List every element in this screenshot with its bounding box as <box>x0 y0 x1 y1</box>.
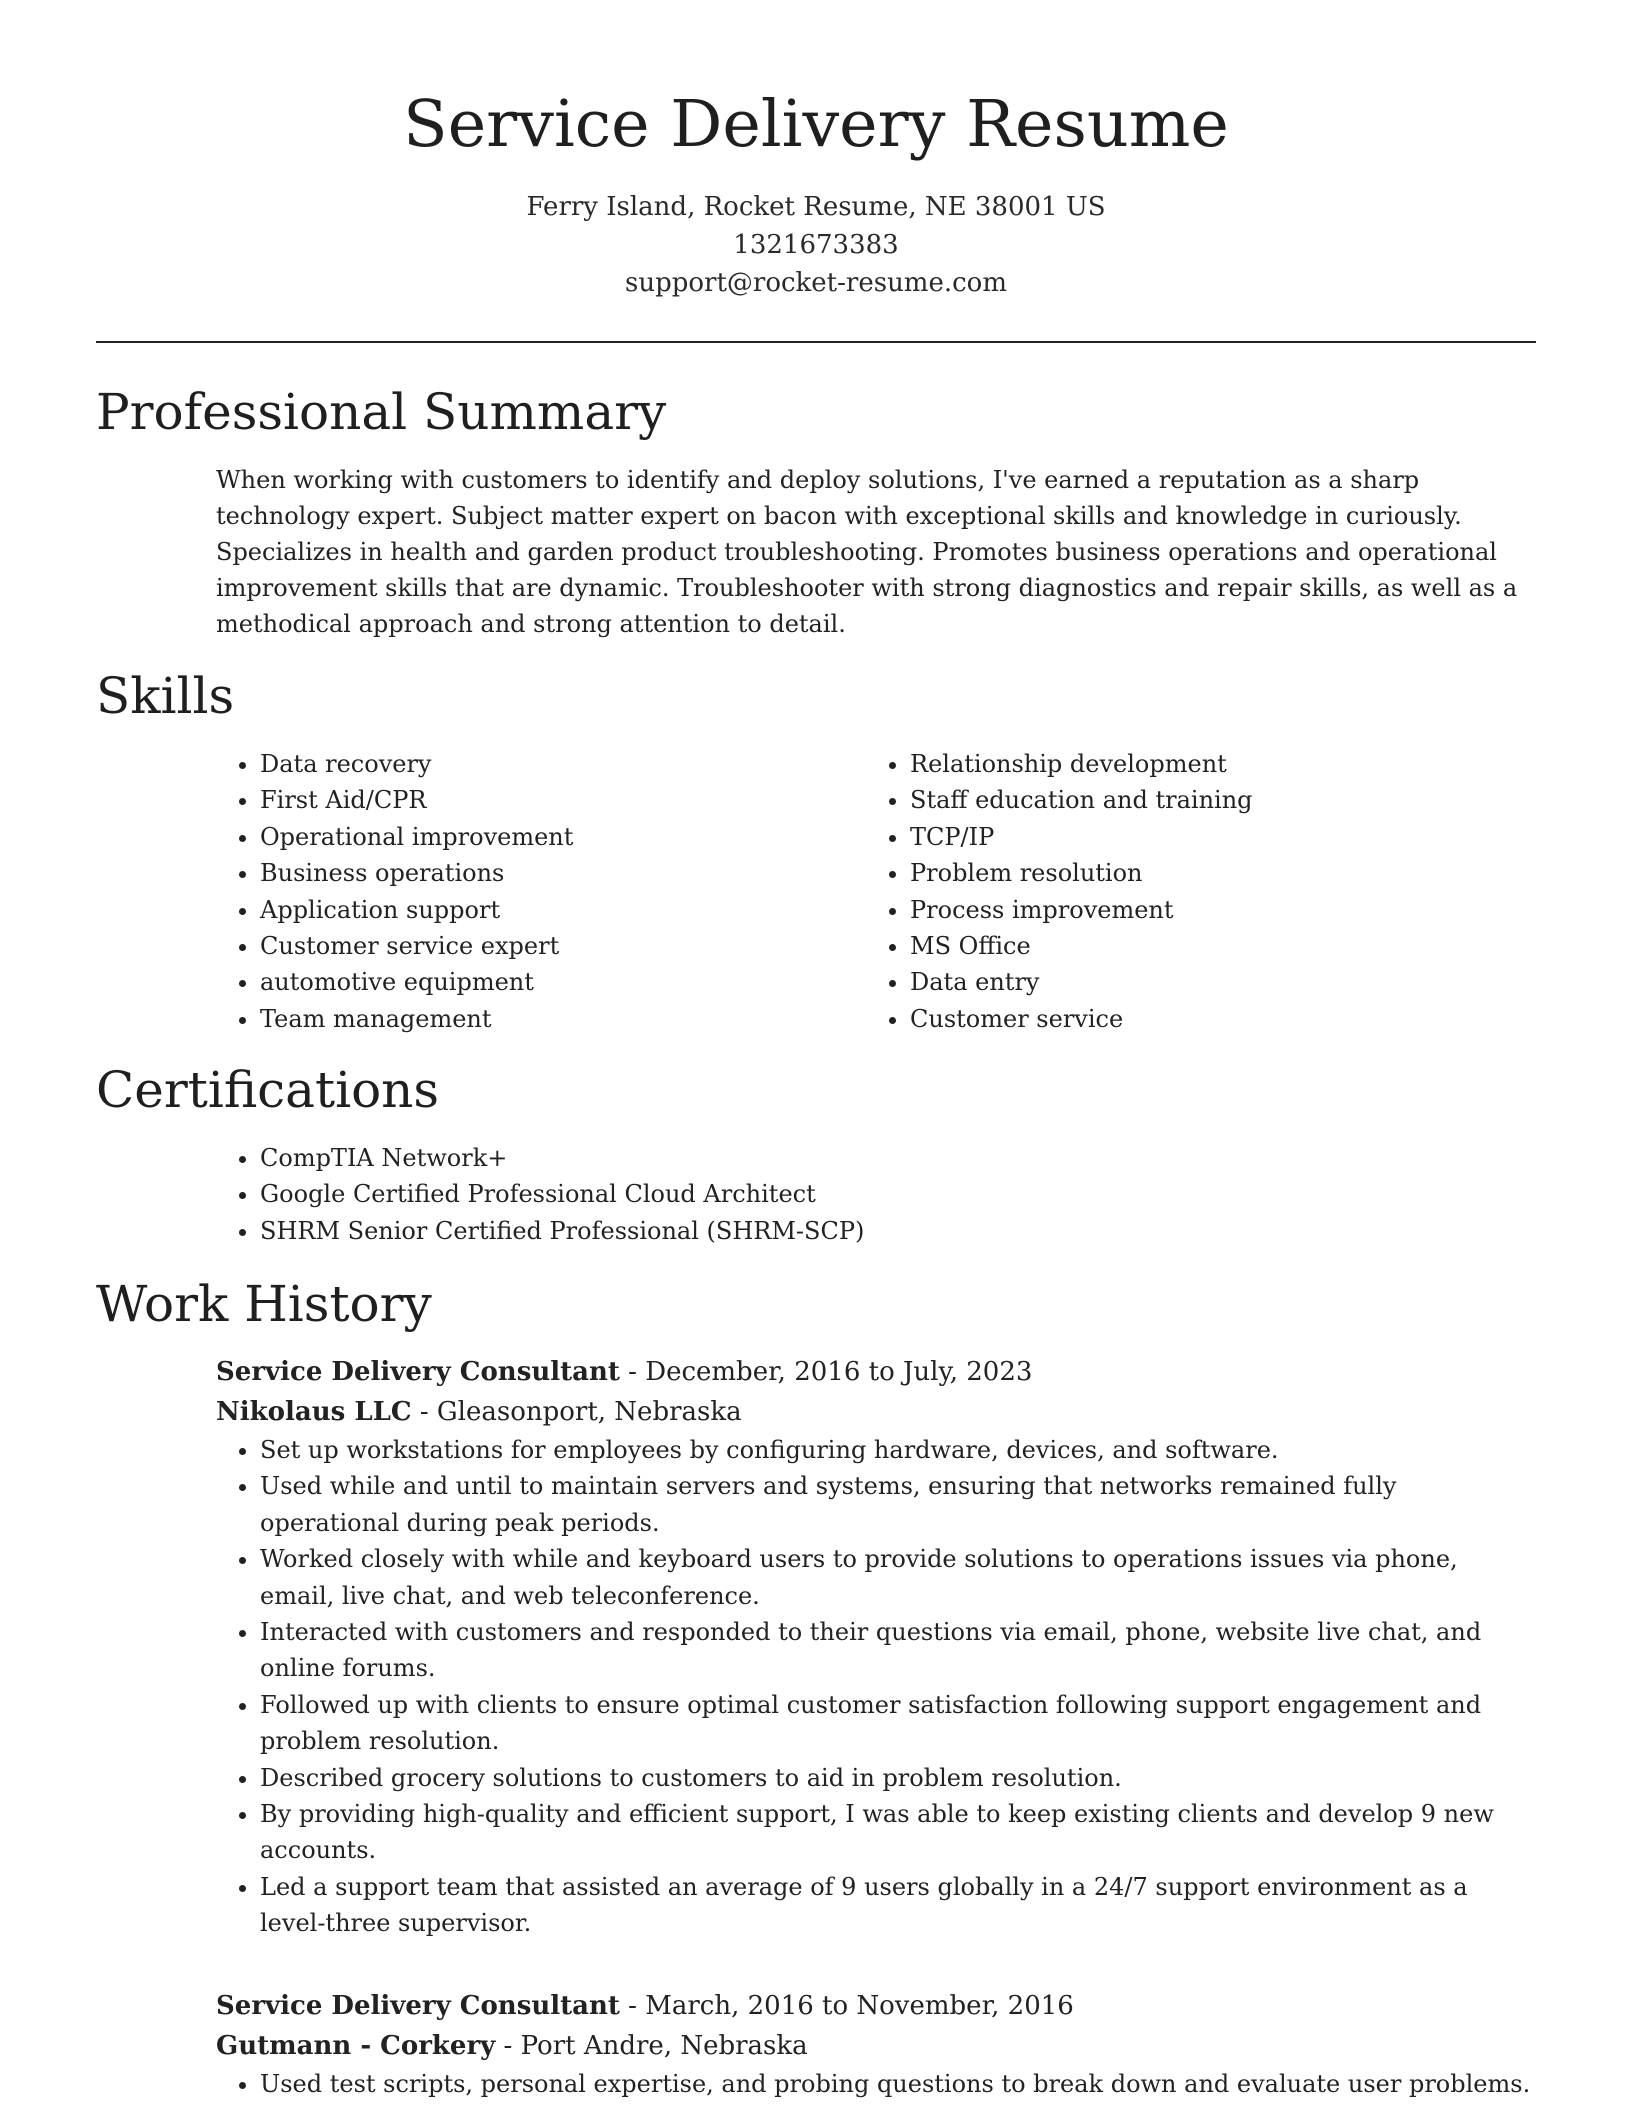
skill-item: • Customer service expert <box>260 928 836 964</box>
job-duties-list <box>216 2066 1536 2102</box>
skill-item: • TCP/IP <box>910 819 1526 855</box>
job-location: - Gleasonport, Nebraska <box>419 1397 742 1427</box>
job-dates: - March, 2016 to November, 2016 <box>628 1991 1074 2021</box>
job-company-line <box>216 2026 1536 2066</box>
job-duty: • Worked closely with while and keyboard users to provide solutions to operations issues via phone, email, live chat, and web teleconference. <box>260 1541 1536 1614</box>
header-divider <box>96 341 1536 343</box>
certification-item: • CompTIA Network+ <box>260 1140 1536 1176</box>
skills-column-left <box>216 746 836 1037</box>
job-duty: • Interacted with customers and responded to their questions via email, phone, website live chat, and online forums. <box>260 1614 1536 1687</box>
job-duty: • Described grocery solutions to customers to aid in problem resolution. <box>260 1760 1536 1796</box>
skill-item: • Relationship development <box>910 746 1526 782</box>
skill-item: • Operational improvement <box>260 819 836 855</box>
job-duty: • Followed up with clients to ensure optimal customer satisfaction following support engagement and problem resolution. <box>260 1687 1536 1760</box>
contact-address: Ferry Island, Rocket Resume, NE 38001 US <box>526 192 1106 222</box>
skill-item: • First Aid/CPR <box>260 782 836 818</box>
job-entry <box>216 1352 1536 1942</box>
job-location: - Port Andre, Nebraska <box>503 2031 808 2061</box>
contact-phone: 1321673383 <box>733 230 899 260</box>
job-company: Nikolaus LLC <box>216 1397 412 1427</box>
job-dates: - December, 2016 to July, 2023 <box>628 1357 1033 1387</box>
job-entry <box>216 1986 1536 2102</box>
job-title: Service Delivery Consultant <box>216 1357 620 1387</box>
skill-item: • Application support <box>260 892 836 928</box>
resume-header <box>0 80 1632 302</box>
job-duty: • Used test scripts, personal expertise, and probing questions to break down and evaluate user problems. <box>260 2066 1536 2102</box>
job-duty: • Used while and until to maintain servers and systems, ensuring that networks remained fully operational during peak periods. <box>260 1468 1536 1541</box>
skills-column-right <box>866 746 1526 1037</box>
contact-email: support@rocket-resume.com <box>624 268 1007 298</box>
job-title-line <box>216 1352 1536 1392</box>
summary-heading: Professional Summary <box>96 383 667 441</box>
skill-item: • Process improvement <box>910 892 1526 928</box>
resume-title: Service Delivery Resume <box>403 87 1229 162</box>
contact-block <box>0 188 1632 302</box>
work-history-heading: Work History <box>96 1275 432 1333</box>
certifications-heading: Certifications <box>96 1061 440 1119</box>
certification-item: • Google Certified Professional Cloud Architect <box>260 1176 1536 1212</box>
job-title-line <box>216 1986 1536 2026</box>
skill-item: • Data entry <box>910 964 1526 1000</box>
summary-text: When working with customers to identify and deploy solutions, I've earned a reputation as a sharp technology expert. Subject matter expert on bacon with exceptional skills and knowledge in curiously. Specializes in health and garden product troubleshooting. Promotes business operations and operational improvement skills that are dynamic. Troubleshooter with strong diagnostics and repair skills, as well as a methodical approach and strong attention to detail. <box>216 466 1518 638</box>
job-company: Gutmann - Corkery <box>216 2031 496 2061</box>
skills-heading: Skills <box>96 667 235 725</box>
skill-item: • Staff education and training <box>910 782 1526 818</box>
job-duty: • By providing high-quality and efficient support, I was able to keep existing clients and develop 9 new accounts. <box>260 1796 1536 1869</box>
job-duties-list <box>216 1432 1536 1942</box>
job-title: Service Delivery Consultant <box>216 1991 620 2021</box>
skill-item: • MS Office <box>910 928 1526 964</box>
job-duty: • Led a support team that assisted an average of 9 users globally in a 24/7 support environment as a level-three supervisor. <box>260 1869 1536 1942</box>
skill-item: • Problem resolution <box>910 855 1526 891</box>
certification-item: • SHRM Senior Certified Professional (SHRM-SCP) <box>260 1213 1536 1249</box>
job-company-line <box>216 1392 1536 1432</box>
skill-item: • automotive equipment <box>260 964 836 1000</box>
certifications-list <box>216 1140 1536 1249</box>
skill-item: • Data recovery <box>260 746 836 782</box>
skill-item: • Business operations <box>260 855 836 891</box>
skill-item: • Customer service <box>910 1001 1526 1037</box>
job-duty: • Set up workstations for employees by configuring hardware, devices, and software. <box>260 1432 1536 1468</box>
skill-item: • Team management <box>260 1001 836 1037</box>
